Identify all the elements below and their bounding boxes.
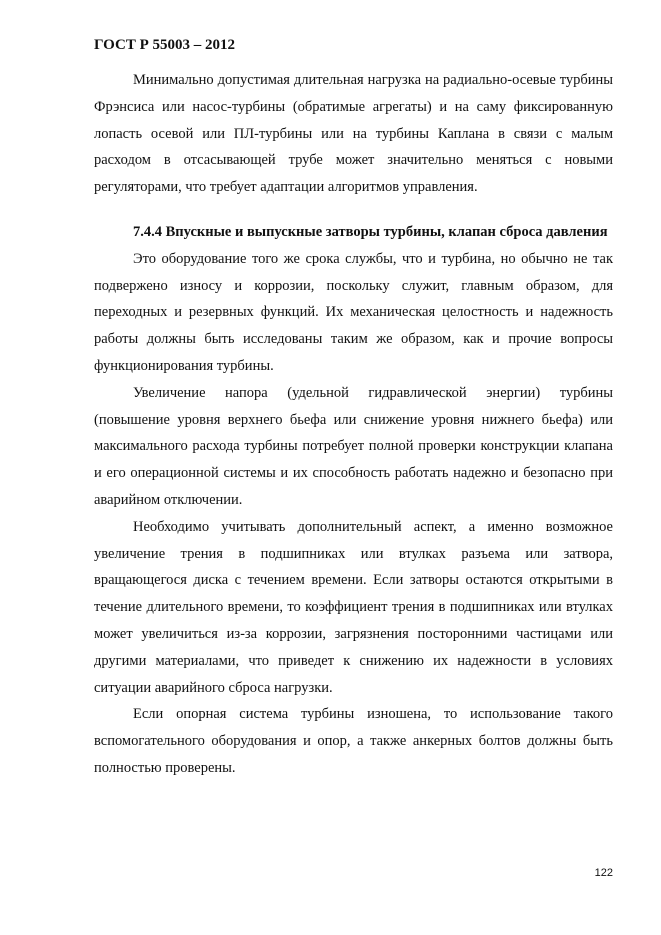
document-body — [94, 67, 613, 782]
document-header: ГОСТ Р 55003 – 2012 — [94, 37, 236, 53]
paragraph: Увеличение напора (удельной гидравлической энергии) турбины (повышение уровня верхнего бьефа или снижение уровня нижнего бьефа) или максимального расхода турбины потребует полной проверки конструкции клапана и его операционной системы и их способность работать надежно и безопасно при аварийном отключении. — [94, 384, 613, 508]
paragraph: Если опорная система турбины изношена, то использование такого вспомогательного оборудования и опор, а также анкерных болтов должны быть полностью проверены. — [94, 706, 613, 776]
paragraph: Минимально допустимая длительная нагрузка на радиально-осевые турбины Фрэнсиса или насос-турбины (обратимые агрегаты) и на саму фиксированную лопасть осевой или ПЛ-турбины или на турбины Каплана в связи с малым расходом в отсасывающей трубе может значительно меняться с новыми регуляторами, что требует адаптации алгоритмов управления. — [94, 72, 613, 196]
section-heading: 7.4.4 Впускные и выпускные затворы турбины, клапан сброса давления — [133, 223, 608, 240]
paragraph: Это оборудование того же срока службы, что и турбина, но обычно не так подвержено износу и коррозии, поскольку служит, главным образом, для переходных и резервных функций. Их механическая целостность и надежность работы должны быть исследованы таким же образом, как и прочие вопросы функционирования турбины. — [94, 250, 613, 374]
paragraph: Необходимо учитывать дополнительный аспект, а именно возможное увеличение трения в подшипниках или втулках разъема или затвора, вращающегося диска с течением времени. Если затворы остаются открытыми в течение длительного времени, то коэффициент трения в подшипниках или втулках может увеличиться из-за коррозии, загрязнения посторонними частицами или другими материалами, что приведет к снижению их надежности в условиях ситуации аварийного сброса нагрузки. — [94, 518, 613, 696]
page-number: 122 — [594, 867, 613, 879]
